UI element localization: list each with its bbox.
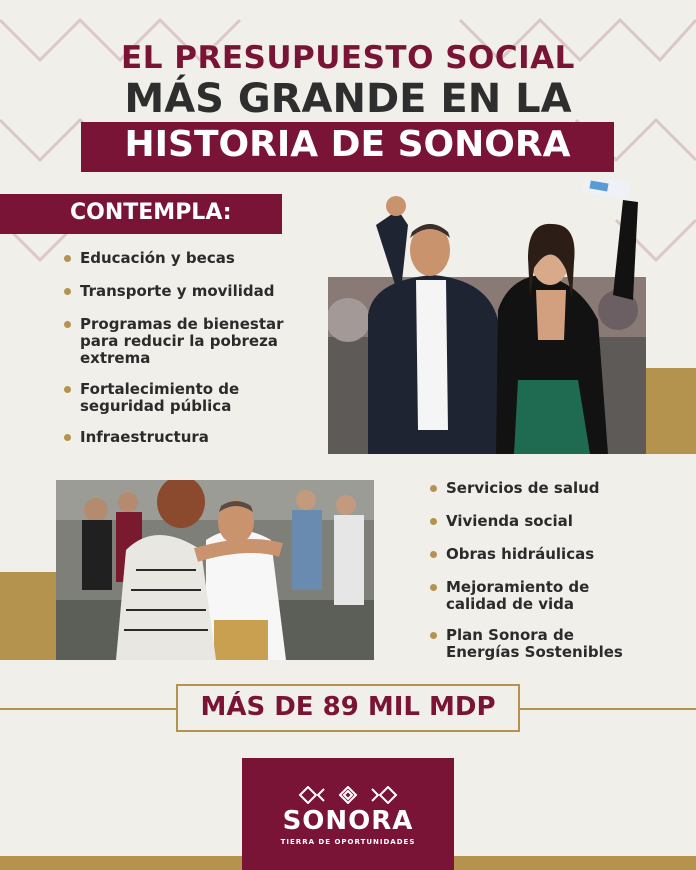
footer-gold-left xyxy=(0,856,242,870)
budget-amount: MÁS DE 89 MIL MDP xyxy=(200,692,496,722)
section-heading: CONTEMPLA: xyxy=(70,200,232,225)
title-line-3: HISTORIA DE SONORA xyxy=(124,124,571,165)
title-line-1: EL PRESUPUESTO SOCIAL xyxy=(121,40,575,76)
list-item: Fortalecimiento de seguridad pública xyxy=(64,381,260,415)
sonora-logo-emblem-icon xyxy=(298,786,398,804)
amount-line-left xyxy=(0,708,176,710)
list-item: Plan Sonora de Energías Sostenibles xyxy=(430,627,646,661)
amount-line-right xyxy=(520,708,696,710)
title-line-2: MÁS GRANDE EN LA xyxy=(124,76,572,122)
sonora-logo-text: SONORA xyxy=(282,806,414,836)
list-item: Obras hidráulicas xyxy=(430,546,670,563)
list-item: Vivienda social xyxy=(430,513,670,530)
list-item: Transporte y movilidad xyxy=(64,283,314,300)
benefits-list-left xyxy=(64,250,314,446)
benefits-list-right xyxy=(430,480,670,661)
list-item: Programas de bienestar para reducir la pobreza extrema xyxy=(64,316,314,367)
list-item: Mejoramiento de calidad de vida xyxy=(430,579,616,613)
list-item: Educación y becas xyxy=(64,250,314,267)
celebration-photo xyxy=(328,180,646,454)
list-item: Servicios de salud xyxy=(430,480,670,497)
sonora-logo-tagline: TIERRA DE OPORTUNIDADES xyxy=(280,838,416,846)
list-item: Infraestructura xyxy=(64,429,314,446)
footer-gold-right xyxy=(454,856,696,870)
hug-photo xyxy=(56,480,374,660)
gold-accent-left xyxy=(0,572,58,660)
